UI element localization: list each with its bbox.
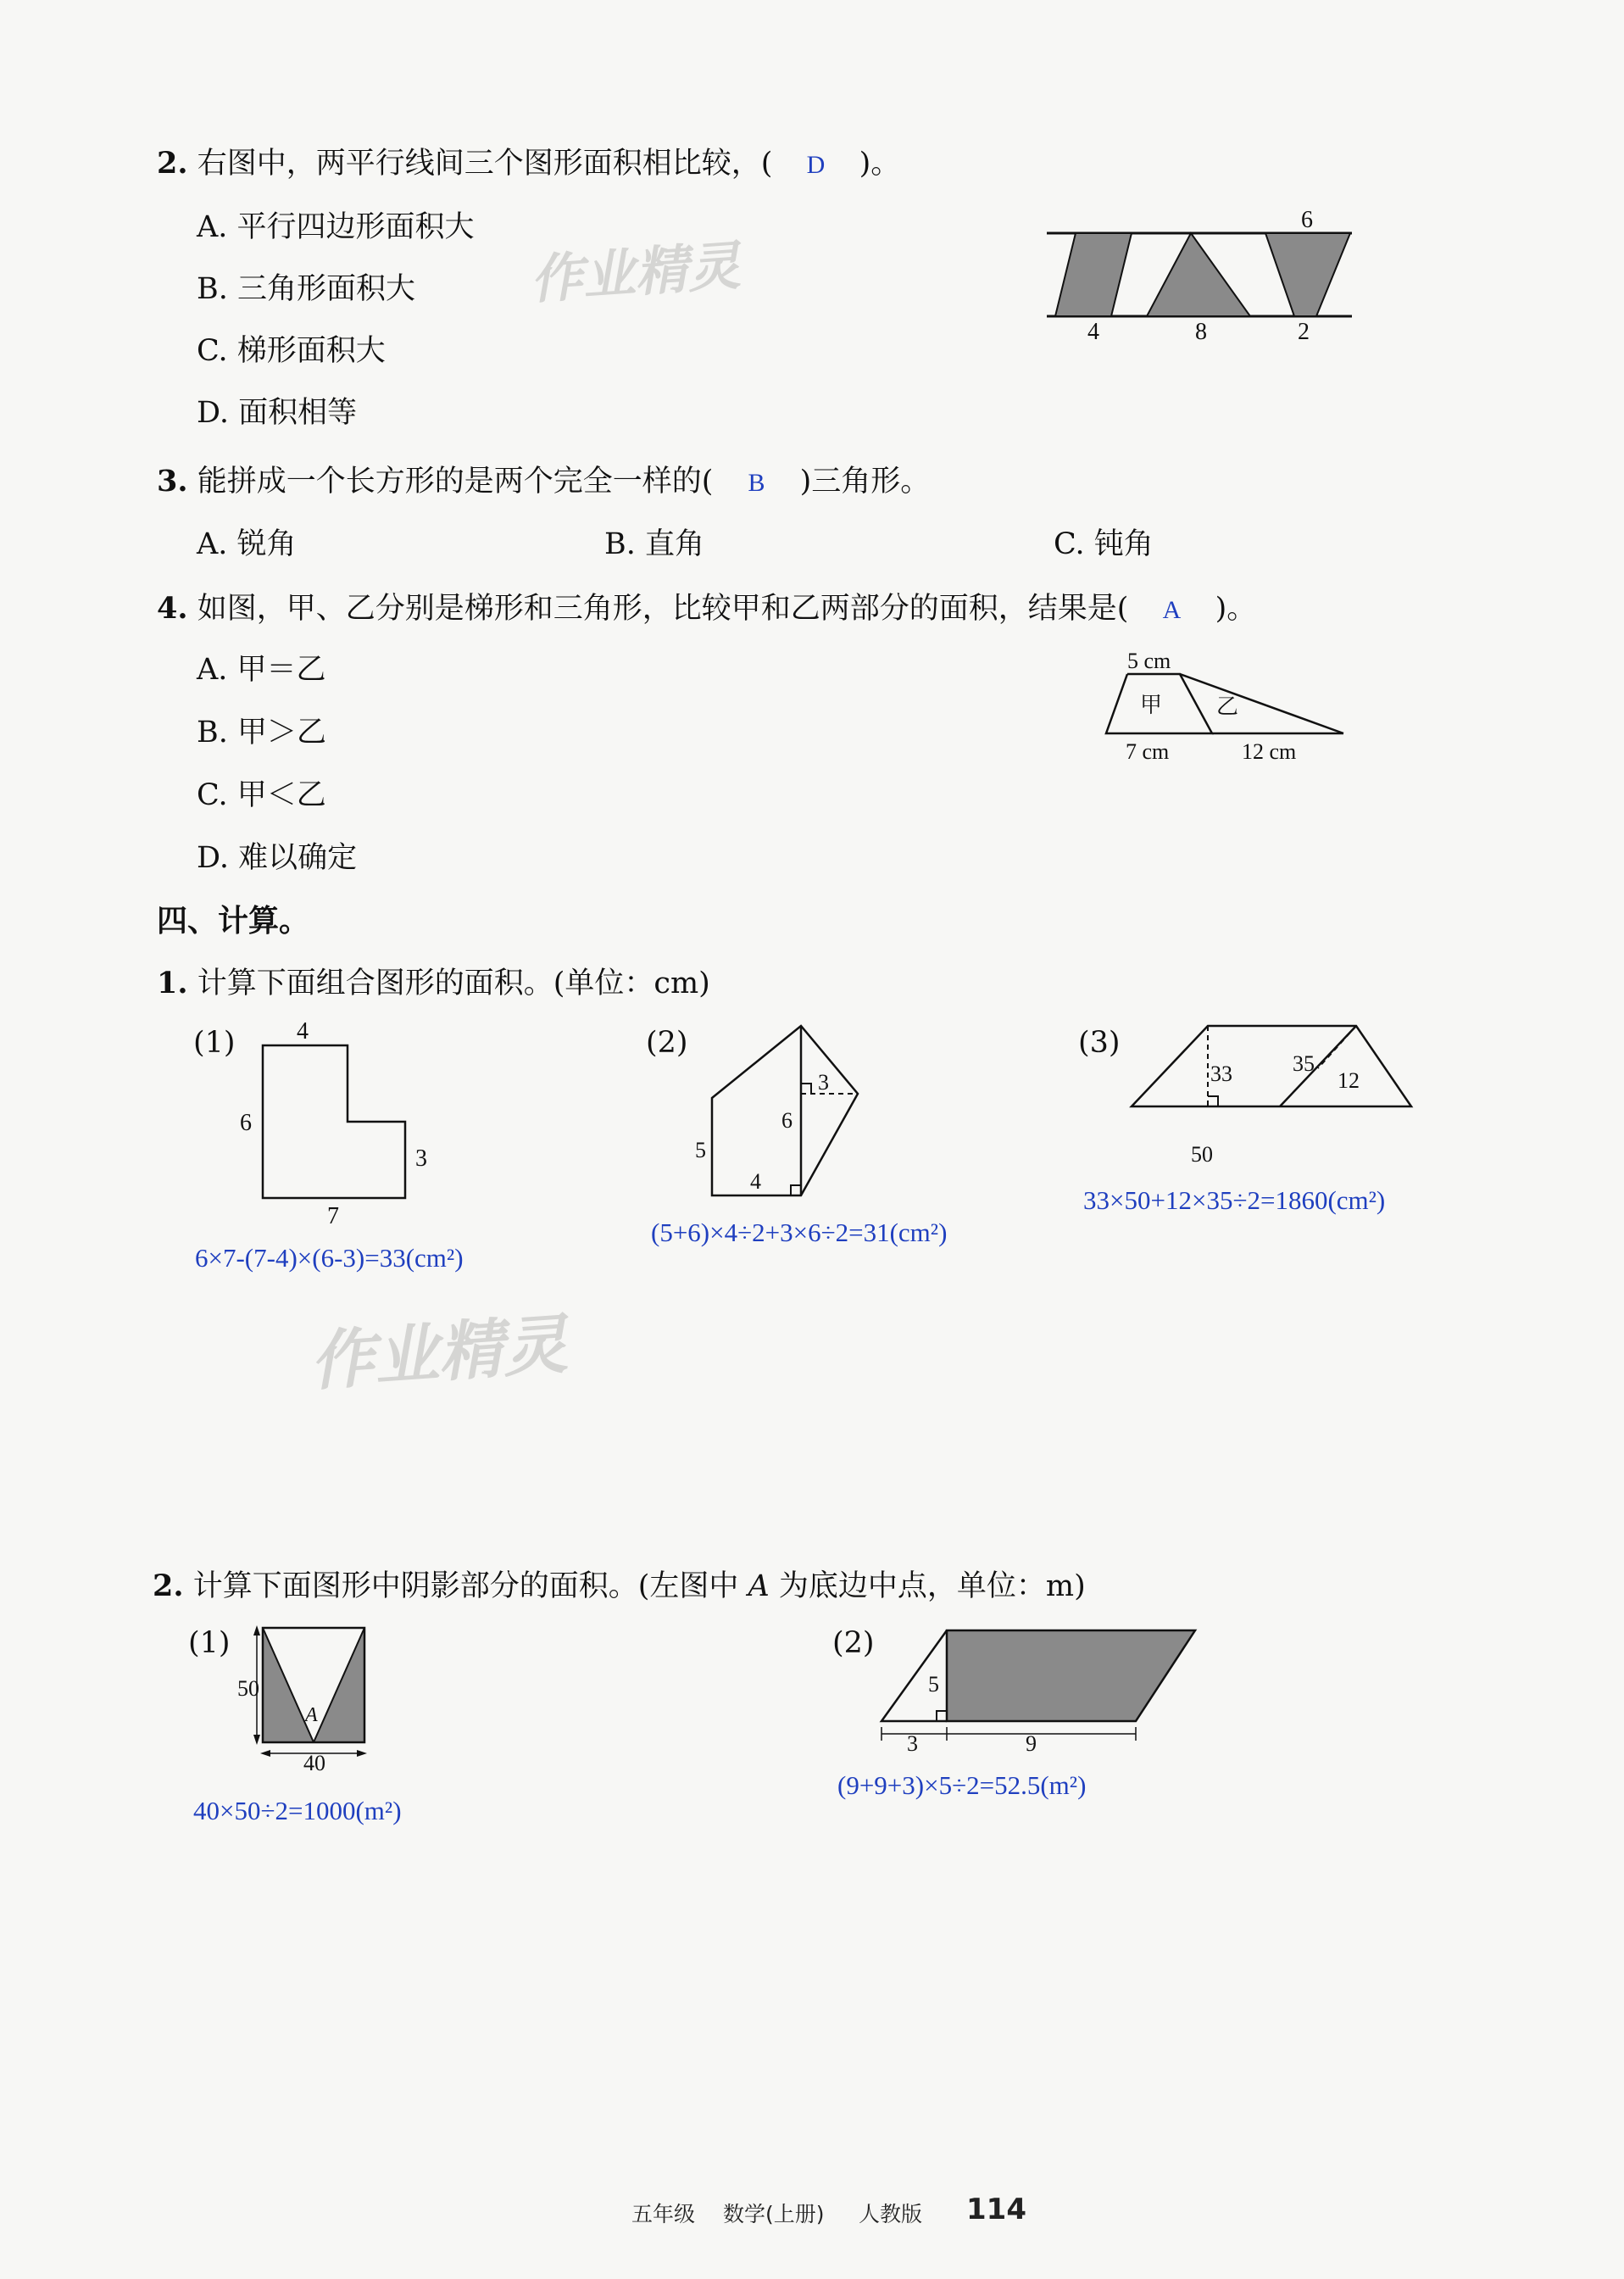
q4-fig-jia: 甲 <box>1140 693 1163 717</box>
calc1-part3-dim-33: 33 <box>1210 1061 1232 1086</box>
footer-grade: 五年级 <box>631 2202 696 2226</box>
calc1-part2-work: (5+6)×4÷2+3×6÷2=31(cm²) <box>651 1218 948 1247</box>
q2-text-before: 右图中，两平行线间三个图形面积相比较，( <box>197 147 773 181</box>
calc2-number: 2. <box>153 1569 184 1603</box>
calc2-part2-dim-9: 9 <box>1026 1731 1037 1756</box>
q2-option-c: C. 梯形面积大 <box>197 334 386 368</box>
calc1-part3-dim-35: 35 <box>1293 1051 1315 1076</box>
q4-figure <box>1102 644 1356 772</box>
calc2-stem <box>153 1563 1086 1605</box>
calc1-part3-figure <box>1123 1013 1428 1174</box>
calc2-part1-label: (1) <box>188 1626 231 1660</box>
calc1-part2-figure <box>695 1013 882 1208</box>
q3-text-before: 能拼成一个长方形的是两个完全一样的( <box>197 465 714 499</box>
calc1-number: 1. <box>157 966 188 1000</box>
q2-number: 2. <box>157 146 188 181</box>
calc2-part1-dim-50: 50 <box>237 1676 259 1701</box>
calc1-part1-dim-7: 7 <box>327 1203 339 1229</box>
calc2-point: A <box>748 1569 770 1603</box>
q3-option-a: A. 锐角 <box>197 527 297 561</box>
calc1-text: 计算下面组合图形的面积。(单位：cm) <box>197 967 710 1000</box>
q4-fig-top: 5 cm <box>1127 649 1171 673</box>
calc1-part3-dim-12: 12 <box>1338 1068 1360 1093</box>
q4-number: 4. <box>157 591 188 626</box>
calc1-part2-dim-4: 4 <box>750 1169 761 1194</box>
q4-fig-yi: 乙 <box>1216 694 1239 719</box>
watermark-middle: 作业精灵 <box>307 1306 570 1400</box>
q3-option-c: C. 钝角 <box>1054 527 1154 561</box>
q4-text-before: 如图，甲、乙分别是梯形和三角形，比较甲和乙两部分的面积，结果是( <box>197 592 1129 626</box>
q2-option-b: B. 三角形面积大 <box>197 272 415 306</box>
calc1-part2-dim-5: 5 <box>695 1138 706 1162</box>
q2-answer: D <box>806 151 826 179</box>
page-number: 114 <box>966 2193 1026 2226</box>
calc1-part2-dim-3: 3 <box>818 1070 829 1095</box>
calc1-part1-label: (1) <box>193 1026 236 1060</box>
q4-option-d: D. 难以确定 <box>197 841 358 875</box>
calc2-part2-dim-3: 3 <box>907 1731 918 1756</box>
calc2-part1-figure <box>229 1615 381 1776</box>
q4-fig-bottom-right: 12 cm <box>1242 739 1297 764</box>
calc1-part3-label: (3) <box>1078 1026 1121 1060</box>
calc2-part2-label: (2) <box>832 1626 875 1660</box>
q2-fig-label-8: 8 <box>1195 319 1207 345</box>
footer-edition: 人教版 <box>859 2202 923 2226</box>
q2-fig-label-2: 2 <box>1298 319 1310 345</box>
calc1-stem <box>157 960 710 1002</box>
calc1-part1-work: 6×7-(7-4)×(6-3)=33(cm²) <box>195 1243 464 1273</box>
q2-stem <box>157 140 900 182</box>
q4-text-after: )。 <box>1215 592 1257 626</box>
q4-fig-bottom-left: 7 cm <box>1126 739 1170 764</box>
q4-option-c: C. 甲＜乙 <box>197 778 326 812</box>
q4-option-b: B. 甲＞乙 <box>197 716 326 749</box>
calc1-part2-label: (2) <box>646 1026 688 1060</box>
calc1-part1-dim-6: 6 <box>240 1110 252 1136</box>
footer-subject: 数学(上册) <box>723 2202 825 2226</box>
calc2-part2-work: (9+9+3)×5÷2=52.5(m²) <box>837 1770 1087 1800</box>
calc2-part1-work: 40×50÷2=1000(m²) <box>193 1796 402 1825</box>
q2-text-after: )。 <box>859 147 901 181</box>
q4-option-a: A. 甲＝乙 <box>197 653 326 687</box>
watermark-top: 作业精灵 <box>528 234 742 311</box>
calc2-part1-dim-40: 40 <box>303 1751 325 1775</box>
q2-figure <box>1047 203 1360 348</box>
q2-fig-top-label: 6 <box>1301 207 1313 233</box>
calc1-part3-dim-50: 50 <box>1191 1142 1213 1167</box>
q3-answer: B <box>748 469 765 497</box>
calc1-part2-dim-6: 6 <box>781 1108 793 1133</box>
section4-title: 四、计算。 <box>157 903 310 939</box>
calc2-text-before: 计算下面图形中阴影部分的面积。(左图中 <box>192 1569 739 1603</box>
calc2-part1-point-a: A <box>305 1704 318 1726</box>
calc2-part2-figure <box>873 1615 1212 1759</box>
calc2-part2-dim-5: 5 <box>928 1672 939 1697</box>
q3-stem <box>157 458 930 500</box>
q2-fig-label-4: 4 <box>1087 319 1099 345</box>
calc1-part3-work: 33×50+12×35÷2=1860(cm²) <box>1083 1185 1386 1215</box>
calc1-part1-dim-4: 4 <box>297 1018 309 1045</box>
q2-option-a: A. 平行四边形面积大 <box>197 210 475 244</box>
q3-number: 3. <box>157 464 188 499</box>
q4-answer: A <box>1162 596 1182 624</box>
q2-option-d: D. 面积相等 <box>197 396 358 430</box>
calc1-part1-dim-3: 3 <box>415 1145 427 1172</box>
calc1-part1-figure <box>237 1013 458 1234</box>
q4-stem <box>157 585 1256 627</box>
q3-text-after: )三角形。 <box>799 465 931 499</box>
calc2-text-after: 为底边中点，单位：m) <box>778 1569 1086 1603</box>
q3-option-b: B. 直角 <box>604 527 704 561</box>
